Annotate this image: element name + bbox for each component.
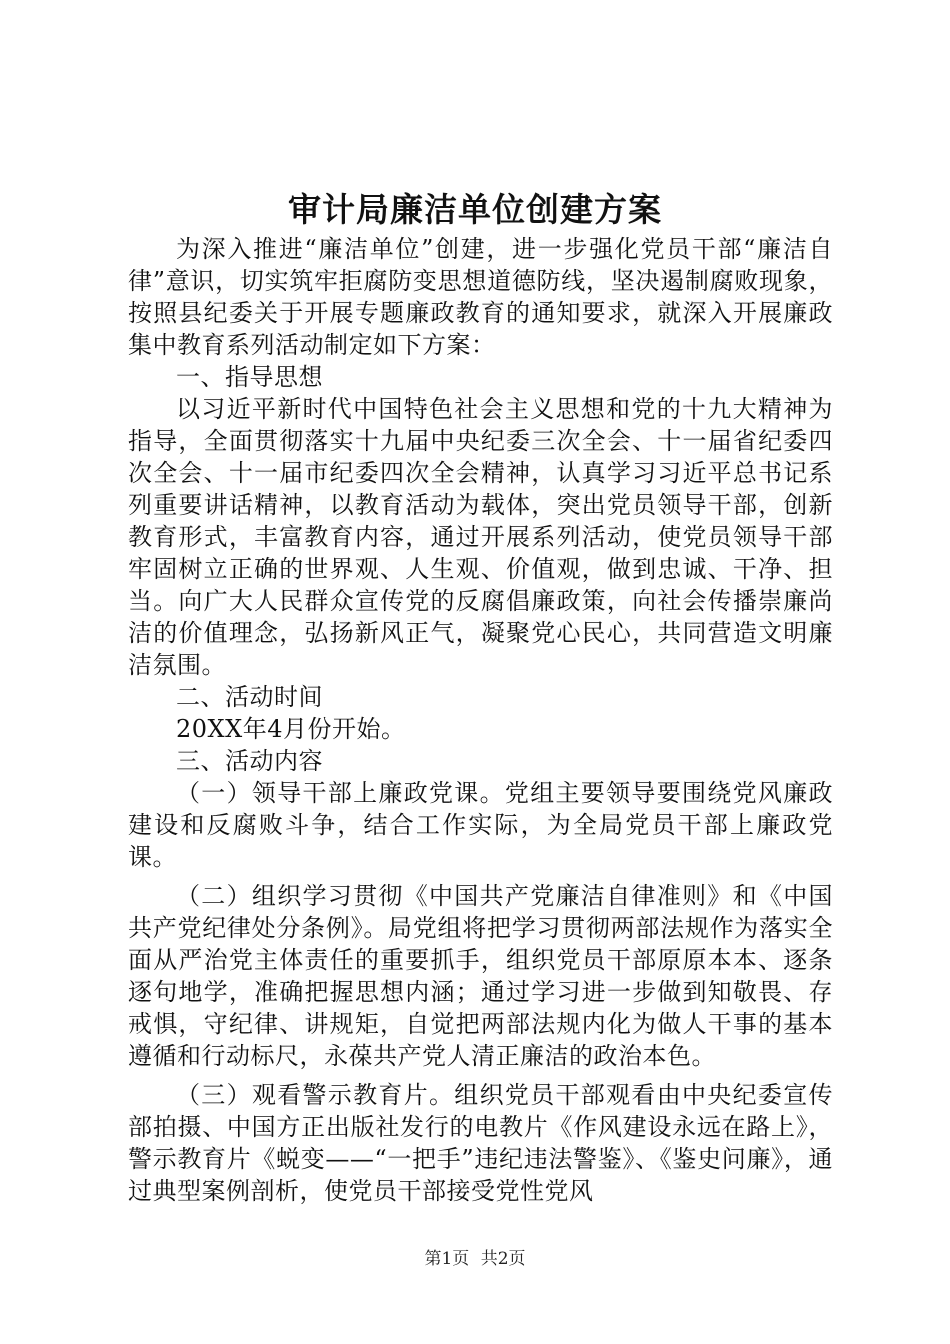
page-number-current: 第1页 <box>424 1249 470 1269</box>
page-number-total: 共2页 <box>480 1249 526 1269</box>
document-body <box>128 233 833 1207</box>
activity-item-3: （三）观看警示教育片。组织党员干部观看由中央纪委宣传部拍摄、中国方正出版社发行的电教片《作风建设永远在路上》，警示教育片《蜕变——“一把手”违纪违法警鉴》、《鉴史问廉》，通过典型案例剖析，使党员干部接受党性党风 <box>128 1081 833 1205</box>
activity-item-1: （一）领导干部上廉政党课。党组主要领导要围绕党风廉政建设和反腐败斗争，结合工作实际，为全局党员干部上廉政党课。 <box>128 779 833 871</box>
page-title: 审计局廉洁单位创建方案 <box>288 190 662 229</box>
page-footer <box>0 1244 950 1269</box>
guiding-thought-paragraph: 以习近平新时代中国特色社会主义思想和党的十九大精神为指导，全面贯彻落实十九届中央纪委三次全会、十一届省纪委四次全会、十一届市纪委四次全会精神，认真学习习近平总书记系列重要讲话精神，以教育活动为载体，突出党员领导干部，创新教育形式，丰富教育内容，通过开展系列活动，使党员领导干部牢固树立正确的世界观、人生观、价值观，做到忠诚、干净、担当。向广大人民群众宣传党的反腐倡廉政策，向社会传播崇廉尚洁的价值理念，弘扬新风正气，凝聚党心民心，共同营造文明廉洁氛围。 <box>128 395 833 679</box>
activity-time-paragraph: 20XX年4月份开始。 <box>176 715 406 743</box>
section-heading-activity-time: 二、活动时间 <box>176 683 323 711</box>
intro-paragraph: 为深入推进“廉洁单位”创建，进一步强化党员干部“廉洁自律”意识，切实筑牢拒腐防变思想道德防线，坚决遏制腐败现象，按照县纪委关于开展专题廉政教育的通知要求，就深入开展廉政集中教育系列活动制定如下方案： <box>128 235 833 359</box>
activity-item-2: （二）组织学习贯彻《中国共产党廉洁自律准则》和《中国共产党纪律处分条例》。局党组将把学习贯彻两部法规作为落实全面从严治党主体责任的重要抓手，组织党员干部原原本本、逐条逐句地学，准确把握思想内涵；通过学习进一步做到知敬畏、存戒惧，守纪律、讲规矩，自觉把两部法规内化为做人干事的基本遵循和行动标尺，永葆共产党人清正廉洁的政治本色。 <box>128 882 833 1070</box>
section-heading-guiding-thought: 一、指导思想 <box>176 363 323 391</box>
section-heading-activity-content: 三、活动内容 <box>176 747 323 775</box>
